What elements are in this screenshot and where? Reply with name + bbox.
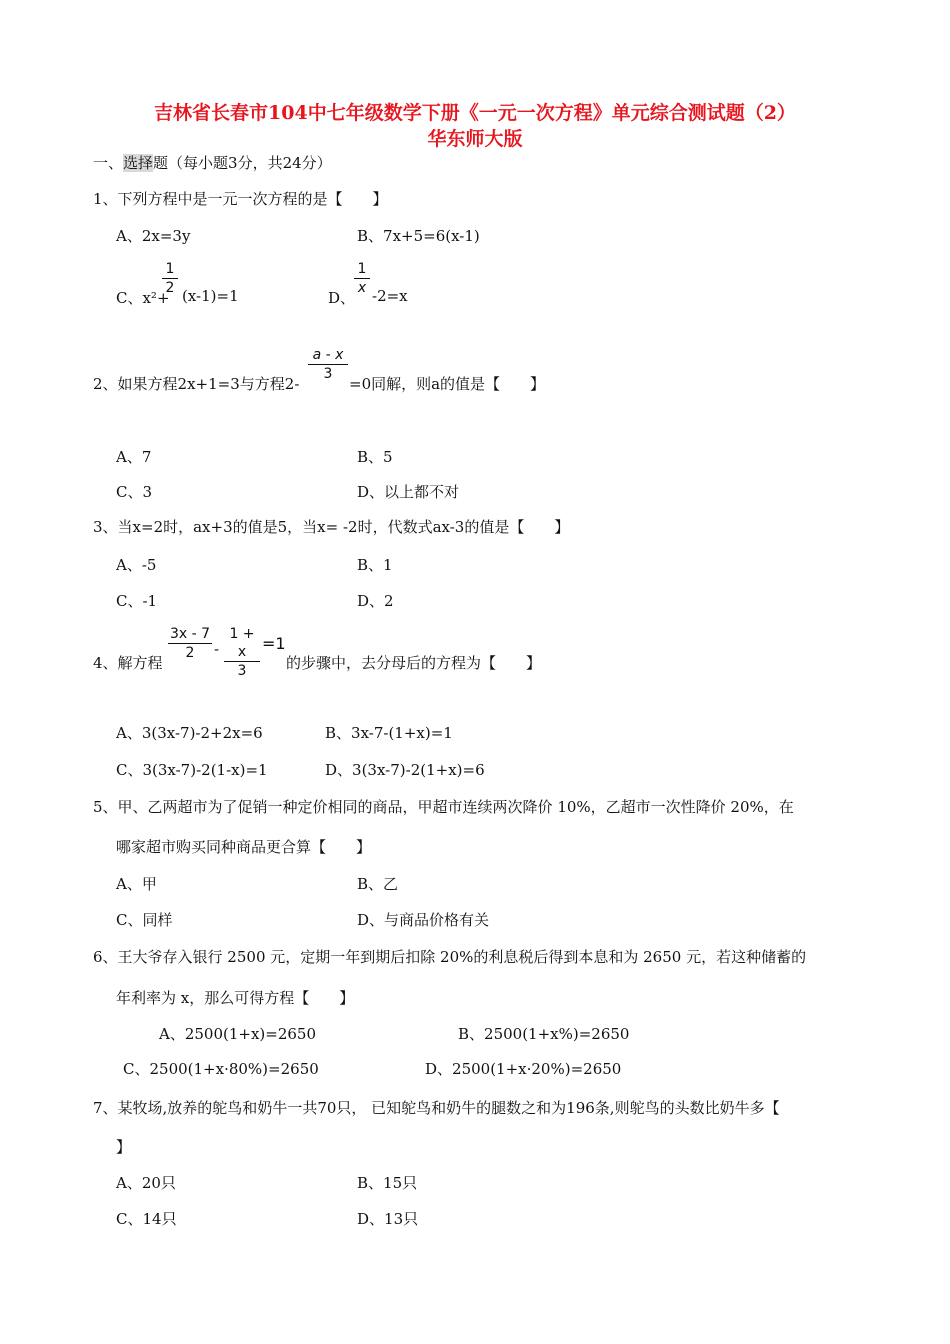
q2-option-d: D、以上都不对: [357, 483, 460, 501]
q1-option-d-post: -2=x: [372, 287, 408, 305]
section-highlight: 选择: [123, 154, 154, 172]
q4-option-b: B、3x-7-(1+x)=1: [325, 724, 453, 742]
q1-option-c-fraction: [162, 260, 178, 297]
q5-option-b: B、乙: [357, 875, 399, 893]
q1-c-frac-num: 1: [165, 261, 175, 277]
q5-option-c: C、同样: [116, 911, 173, 929]
section-prefix: 一、: [93, 154, 124, 172]
q4-stem-pre: 4、解方程: [93, 654, 163, 672]
q7-stem-line1: 7、某牧场,放养的鸵鸟和奶牛一共70只， 已知鸵鸟和奶牛的腿数之和为196条,则鸵鸟的头数比奶牛多【: [93, 1099, 780, 1117]
q7-option-d: D、13只: [357, 1210, 419, 1228]
q6-option-d: D、2500(1+x·20%)=2650: [425, 1060, 622, 1078]
q6-option-c: C、2500(1+x·80%)=2650: [123, 1060, 319, 1078]
q1-d-frac-num: 1: [357, 261, 367, 277]
section-rest: 题（每小题3分，共24分）: [153, 154, 332, 172]
q5-option-a: A、甲: [116, 875, 157, 893]
q1-option-c-pre: C、x²+: [116, 289, 170, 307]
q7-option-a: A、20只: [116, 1174, 176, 1192]
q2-option-a: A、7: [116, 448, 152, 466]
q3-option-a: A、-5: [116, 556, 157, 574]
q1-option-c-post: (x-1)=1: [182, 287, 239, 305]
section-header: [93, 152, 332, 173]
q4-stem-post: 的步骤中，去分母后的方程为【 】: [286, 654, 542, 672]
q5-stem-line1: 5、甲、乙两超市为了促销一种定价相同的商品，甲超市连续两次降价 10%，乙超市一次性降价 20%，在: [93, 798, 794, 816]
q1-option-d-fraction: [354, 260, 370, 297]
q3-option-d: D、2: [357, 592, 394, 610]
q4-frac2-num: 1 + x: [229, 626, 255, 660]
q4-frac1-num: 3x - 7: [169, 626, 211, 642]
q6-option-b: B、2500(1+x%)=2650: [458, 1025, 630, 1043]
q1-c-frac-den: 2: [165, 280, 175, 296]
q3-option-b: B、1: [357, 556, 393, 574]
doc-title-line1: 吉林省长春市104中七年级数学下册《一元一次方程》单元综合测试题（2）: [154, 102, 796, 124]
q4-option-a: A、3(3x-7)-2+2x=6: [116, 724, 263, 742]
q2-option-b: B、5: [357, 448, 393, 466]
q3-option-c: C、-1: [116, 592, 158, 610]
q1-option-b: B、7x+5=6(x-1): [357, 227, 480, 245]
q4-option-d: D、3(3x-7)-2(1+x)=6: [325, 761, 485, 779]
q4-frac1-den: 2: [185, 645, 195, 661]
q4-option-c: C、3(3x-7)-2(1-x)=1: [116, 761, 268, 779]
q1-option-d-pre: D、: [328, 289, 356, 307]
q4-fraction-2: [224, 625, 260, 680]
q1-stem: 1、下列方程中是一元一次方程的是【 】: [93, 190, 388, 208]
q4-minus: -: [214, 640, 220, 658]
doc-title-line2: 华东师大版: [427, 128, 523, 150]
q1-d-frac-den: x: [357, 280, 367, 296]
q2-stem-pre: 2、如果方程2x+1=3与方程2-: [93, 375, 300, 393]
q2-frac-den: 3: [323, 366, 333, 382]
q7-option-c: C、14只: [116, 1210, 177, 1228]
q2-fraction: [308, 346, 348, 383]
q1-option-a: A、2x=3y: [116, 227, 191, 245]
q5-stem-line2: 哪家超市购买同种商品更合算【 】: [116, 838, 372, 856]
q5-option-d: D、与商品价格有关: [357, 911, 490, 929]
q4-frac2-den: 3: [237, 663, 247, 679]
q6-option-a: A、2500(1+x)=2650: [159, 1025, 317, 1043]
q2-option-c: C、3: [116, 483, 153, 501]
q7-option-b: B、15只: [357, 1174, 418, 1192]
q7-stem-line2: 】: [116, 1138, 132, 1156]
q2-stem-post: =0同解，则a的值是【 】: [349, 375, 546, 393]
q6-stem-line1: 6、王大爷存入银行 2500 元，定期一年到期后扣除 20%的利息税后得到本息和为 2650 元，若这种储蓄的: [93, 948, 807, 966]
q4-fraction-1: [168, 625, 212, 662]
q6-stem-line2: 年利率为 x，那么可得方程【 】: [116, 989, 355, 1007]
q2-frac-num: a - x: [312, 347, 344, 363]
q3-stem: 3、当x=2时，ax+3的值是5，当x= -2时，代数式ax-3的值是【 】: [93, 518, 570, 536]
q4-equals: =1: [262, 634, 286, 653]
